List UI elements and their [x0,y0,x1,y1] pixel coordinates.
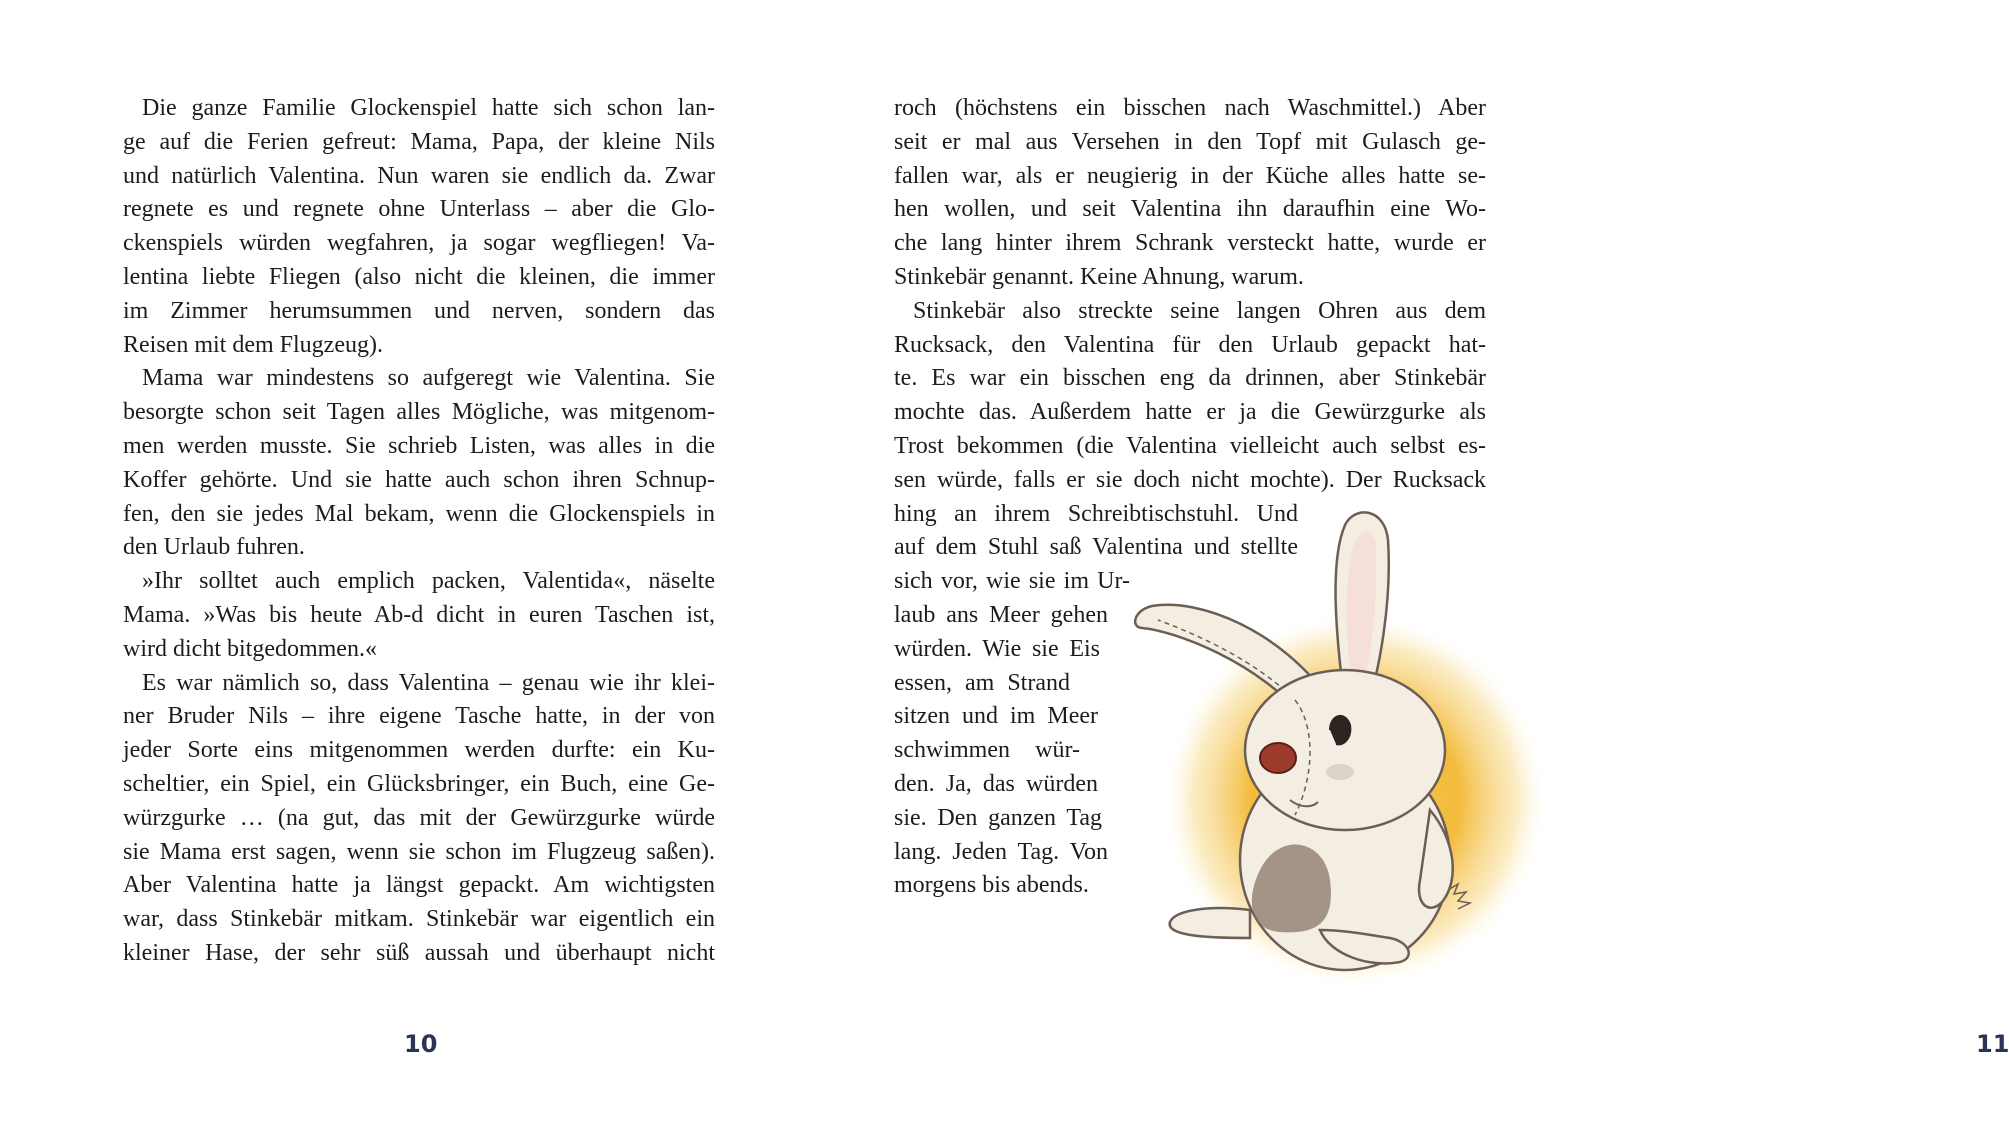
text-line: sitzen und im Meer [894,703,1098,730]
text-line: hing an ihrem Schreibtischstuhl. Und [894,500,1298,527]
text-line: hen wollen, und seit Valentina ihn daraufhin eine Wo- [894,196,1486,223]
text-line: »Ihr solltet auch emplich packen, Valentida«, näselte [142,568,715,595]
text-line: Mama. »Was bis heute Ab-d dicht in euren Taschen ist, [123,601,715,628]
text-line: sie. Den ganzen Tag [894,804,1102,831]
text-line: lang. Jeden Tag. Von [894,838,1108,865]
text-line: war, dass Stinkebär mitkam. Stinkebär war eigentlich ein [123,906,715,933]
bunny-cheek [1326,764,1354,780]
text-line: im Zimmer herumsummen und nerven, sondern das [123,297,715,324]
text-line: regnete es und regnete ohne Unterlass – aber die Glo- [123,196,715,223]
page-number-right: 11 [1976,1030,2009,1058]
text-line: den Urlaub fuhren. [123,534,305,561]
text-line: sich vor, wie sie im Ur- [894,568,1130,595]
text-line: Stinkebär also streckte seine langen Ohren aus dem [913,297,1486,324]
text-line: Die ganze Familie Glockenspiel hatte sich schon lan- [142,95,715,121]
text-line: te. Es war ein bisschen eng da drinnen, aber Stinkebär [894,365,1486,392]
text-line: Stinkebär genannt. Keine Ahnung, warum. [894,263,1304,290]
text-line: che lang hinter ihrem Schrank versteckt hatte, wurde er [894,230,1486,257]
left-page [0,0,800,1129]
left-leg [1170,908,1250,938]
text-line: scheltier, ein Spiel, ein Glücksbringer, ein Buch, eine Ge- [123,770,715,797]
text-line: Mama war mindestens so aufgeregt wie Valentina. Sie [142,365,715,392]
text-line: morgens bis abends. [894,872,1089,899]
text-line: Es war nämlich so, dass Valentina – genau wie ihr klei- [142,669,715,696]
text-line: kleiner Hase, der sehr süß aussah und überhaupt nicht [123,939,715,966]
text-line: roch (höchstens ein bisschen nach Waschmittel.) Aber [894,95,1486,121]
text-line: sen würde, falls er sie doch nicht mochte). Der Rucksack [894,466,1486,493]
text-line: ckenspiels würden wegfahren, ja sogar wegfliegen! Va- [123,230,715,257]
text-line: Trost bekommen (die Valentina vielleicht auch selbst es- [894,432,1486,459]
text-line: auf dem Stuhl saß Valentina und stellte [894,534,1298,561]
bunny-nose [1260,743,1296,773]
text-line: men werden musste. Sie schrieb Listen, was alles in die [123,432,715,459]
text-line: wird dicht bitgedommen.« [123,635,377,662]
text-line: mochte das. Außerdem hatte er ja die Gewürzgurke als [894,399,1486,426]
text-line: Koffer gehörte. Und sie hatte auch schon ihren Schnup- [123,466,715,493]
text-line: ge auf die Ferien gefreut: Mama, Papa, der kleine Nils [123,128,715,155]
text-line: fallen war, als er neugierig in der Küche alles hatte se- [894,162,1486,189]
text-line: Aber Valentina hatte ja längst gepackt. Am wichtigsten [123,872,715,899]
text-line: ner Bruder Nils – ihre eigene Tasche hatte, in der von [123,703,715,730]
text-line: Reisen mit dem Flugzeug). [123,331,383,358]
text-line: würden. Wie sie Eis [894,635,1100,662]
text-line: laub ans Meer gehen [894,601,1108,628]
page-number-left: 10 [404,1030,438,1058]
text-line: den. Ja, das würden [894,770,1098,797]
text-line: würzgurke … (na gut, das mit der Gewürzgurke würde [123,804,715,831]
text-line: seit er mal aus Versehen in den Topf mit Gulasch ge- [894,128,1486,155]
text-line: und natürlich Valentina. Nun waren sie endlich da. Zwar [123,162,715,189]
left-page-text [123,92,715,971]
text-line: Rucksack, den Valentina für den Urlaub gepackt hat- [894,331,1486,358]
bunny-illustration [1130,510,1540,1000]
text-line: lentina liebte Fliegen (also nicht die kleinen, die immer [123,263,715,290]
text-line: besorgte schon seit Tagen alles Mögliche, was mitgenom- [123,399,715,426]
text-line: fen, den sie jedes Mal bekam, wenn die Glockenspiels in [123,500,715,527]
text-line: jeder Sorte eins mitgenommen werden durfte: ein Ku- [123,737,715,764]
text-line: essen, am Strand [894,669,1070,696]
text-line: sie Mama erst sagen, wenn sie schon im Flugzeug saßen). [123,838,715,865]
text-line: schwimmen wür- [894,737,1080,764]
